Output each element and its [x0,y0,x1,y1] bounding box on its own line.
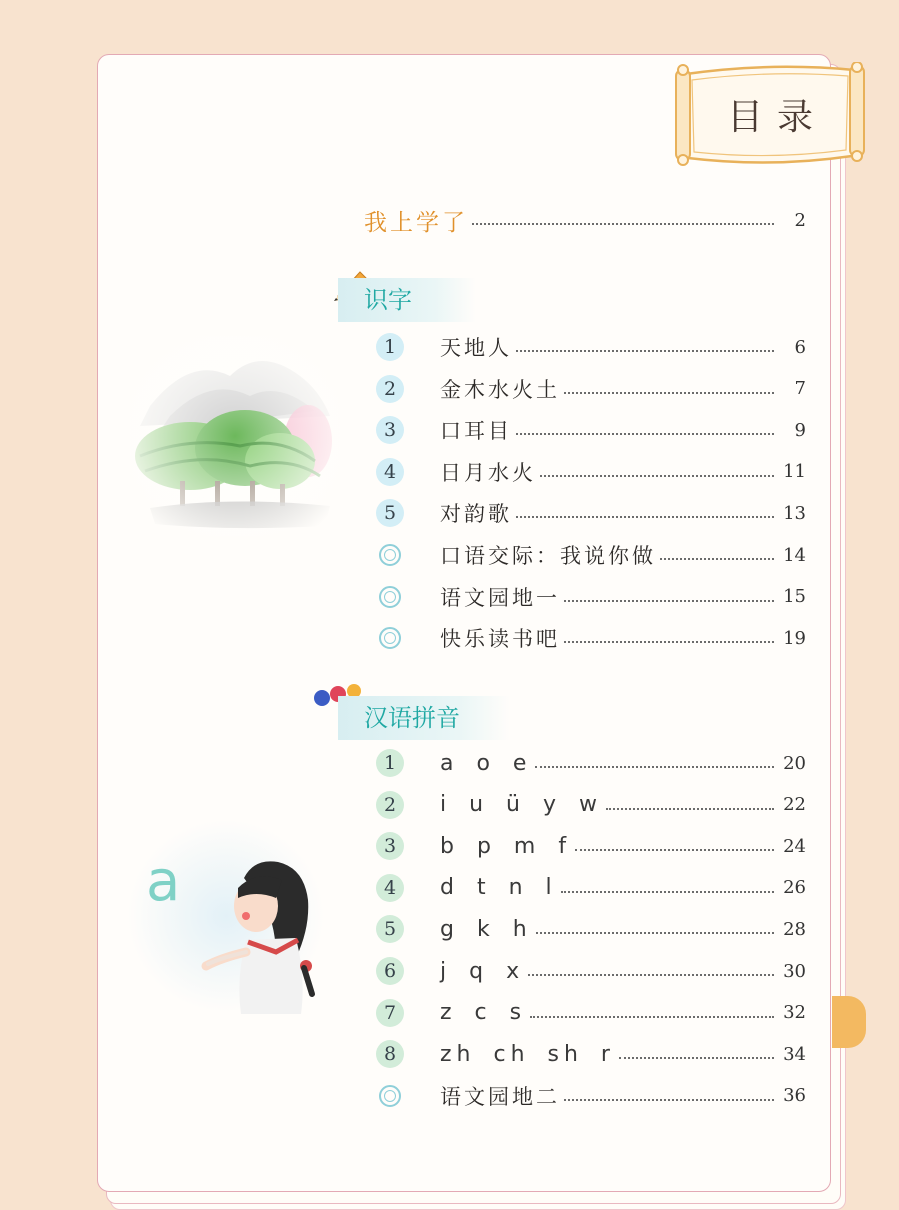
toc-intro-row[interactable] [364,204,806,236]
toc-row[interactable] [376,498,806,528]
ring-bullet-icon [379,627,401,649]
toc-row-page: 7 [794,378,806,400]
girl-illustration [126,818,326,1014]
landscape-illustration [130,336,340,536]
toc-title: 目录 [726,96,827,138]
toc-row-title: 日月水火 [440,460,536,485]
toc-row-title: 语文园地一 [440,585,560,610]
lesson-number: 2 [376,375,404,403]
toc-row-page: 32 [783,1002,806,1024]
toc-row-title: g k h [440,916,532,942]
toc-row-page: 15 [783,586,806,608]
dot-leader [619,1057,774,1059]
toc-row-page: 13 [783,502,806,524]
dot-leader [516,350,774,352]
dot-leader [516,516,774,518]
section-heading-shizi: 识字 [338,278,476,322]
toc-row-title: 快乐读书吧 [440,627,560,652]
toc-row-page: 20 [783,752,806,774]
toc-row[interactable] [376,1039,806,1069]
dot-leader [564,1099,774,1101]
toc-row-title: zh ch sh r [440,1041,615,1067]
dot-leader [516,433,774,435]
lesson-number: 8 [376,1040,404,1068]
toc-row-page: 14 [783,544,806,566]
toc-row-page: 19 [783,627,806,649]
toc-row-title: i u ü y w [440,792,602,818]
toc-row-title: z c s [440,1000,527,1026]
dot-leader [530,1016,774,1018]
toc-row[interactable] [376,956,806,986]
dot-leader [575,849,774,851]
toc-row-page: 9 [794,419,806,441]
lesson-number: 3 [376,416,404,444]
toc-intro-title: 我上学了 [364,209,468,236]
toc-row-title: b p m f [440,833,572,859]
dot-leader [561,891,774,893]
dot-leader [536,932,774,934]
lesson-number: 7 [376,999,404,1027]
dot-leader [564,600,774,602]
toc-row-title: 语文园地二 [440,1084,560,1109]
page-tab [832,996,866,1048]
lesson-number: 4 [376,874,404,902]
lesson-number: 1 [376,333,404,361]
toc-row-page: 28 [783,918,806,940]
lesson-number: 6 [376,957,404,985]
toc-row-page: 11 [783,461,806,483]
toc-row[interactable] [376,831,806,861]
dot-leader [472,223,774,225]
dot-leader [606,808,774,810]
lesson-number: 2 [376,791,404,819]
ring-bullet-icon [379,1085,401,1107]
toc-row-page: 36 [783,1085,806,1107]
dot-leader [535,766,774,768]
toc-row[interactable] [376,790,806,820]
toc-row-title: 口耳目 [440,419,512,444]
toc-row-page: 24 [783,835,806,857]
toc-row[interactable] [376,914,806,944]
toc-row-page: 22 [783,794,806,816]
lesson-number: 4 [376,458,404,486]
toc-row-title: 天地人 [440,336,512,360]
toc-row-title: 金木水火土 [440,377,560,402]
toc-row[interactable] [376,873,806,903]
toc-row-page: 6 [794,336,806,358]
toc-row-title: a o e [440,750,532,776]
toc-row-title: 口语交际：我说你做 [440,544,656,568]
lesson-number: 5 [376,915,404,943]
toc-row[interactable] [376,623,806,653]
dot-leader [564,392,774,394]
section-heading-hanyu-pinyin: 汉语拼音 [338,696,510,740]
toc-title-scroll [672,62,868,166]
ring-bullet-icon [379,544,401,566]
ring-bullet-icon [379,586,401,608]
toc-row[interactable] [376,332,806,362]
toc-row[interactable] [376,374,806,404]
toc-row-page: 26 [783,877,806,899]
lesson-number: 3 [376,832,404,860]
toc-intro-page: 2 [794,209,806,231]
toc-row[interactable] [376,415,806,445]
toc-row[interactable] [376,748,806,778]
lesson-number: 1 [376,749,404,777]
dot-leader [660,558,774,560]
toc-row[interactable] [376,582,806,612]
toc-row-page: 34 [783,1043,806,1065]
lesson-number: 5 [376,499,404,527]
dot-leader [528,974,774,976]
toc-row-title: j q x [440,958,525,984]
toc-row-page: 30 [783,960,806,982]
toc-row[interactable] [376,1081,806,1111]
dot-leader [540,475,774,477]
toc-row[interactable] [376,457,806,487]
toc-row-title: d t n l [440,875,557,901]
dot-leader [564,641,774,643]
toc-row-title: 对韵歌 [440,502,512,527]
illustration-letter: a [146,849,181,914]
toc-row[interactable] [376,998,806,1028]
toc-row[interactable] [376,540,806,570]
